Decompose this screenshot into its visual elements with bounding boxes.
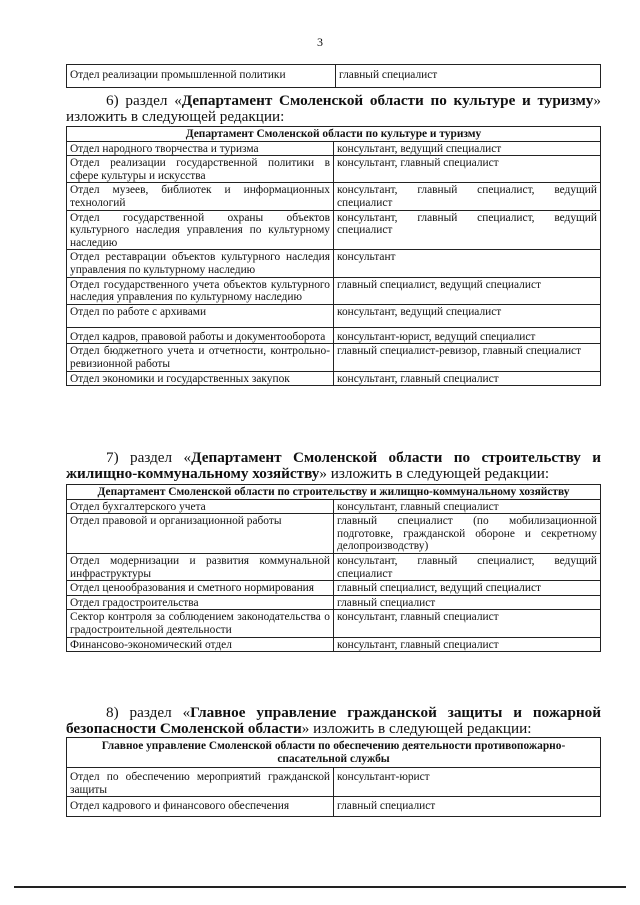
department-cell: Отдел государственного учета объектов культурного наследия управления по культурному наследию — [67, 277, 334, 304]
department-cell: Отдел музеев, библиотек и информационных технологий — [67, 183, 334, 210]
section-7-number: 7) раздел « — [106, 449, 192, 466]
department-cell: Отдел реализации промышленной политики — [67, 65, 336, 88]
department-cell: Финансово-экономический отдел — [67, 637, 334, 652]
table-row — [67, 553, 601, 580]
positions-cell: главный специалист — [334, 797, 601, 817]
civil-protection-table — [66, 737, 601, 817]
positions-cell: главный специалист, ведущий специалист — [334, 581, 601, 596]
section-7-title: Департамент Смоленской области по строительству и жилищно-коммунальному хозяйству — [66, 449, 601, 482]
section-7-instruction: » изложить в следующей редакции: — [319, 465, 550, 482]
section-7-paragraph — [66, 450, 601, 482]
table-row — [67, 371, 601, 386]
positions-cell: консультант, главный специалист, ведущий специалист — [334, 183, 601, 210]
table-row — [67, 250, 601, 277]
table-title: Департамент Смоленской области по культуре и туризму — [67, 127, 601, 142]
table-row — [67, 637, 601, 652]
table-row — [67, 610, 601, 637]
department-cell: Отдел экономики и государственных закупок — [67, 371, 334, 386]
positions-cell: консультант, главный специалист — [334, 610, 601, 637]
positions-cell: консультант — [334, 250, 601, 277]
department-cell: Отдел реставрации объектов культурного наследия управления по культурному наследию — [67, 250, 334, 277]
construction-housing-table — [66, 484, 601, 652]
page-bottom-rule — [14, 886, 626, 888]
positions-cell: консультант, главный специалист, ведущий специалист — [334, 210, 601, 250]
positions-cell: главный специалист (по мобилизационной подготовке, гражданской обороне и секретному делопроизводству) — [334, 514, 601, 554]
department-cell: Отдел правовой и организационной работы — [67, 514, 334, 554]
positions-cell: главный специалист — [334, 595, 601, 610]
table-row — [67, 768, 601, 797]
section-8-paragraph — [66, 705, 601, 737]
culture-tourism-table — [66, 126, 601, 386]
positions-cell: консультант, главный специалист — [334, 637, 601, 652]
table-header-row — [67, 738, 601, 768]
positions-cell: консультант, главный специалист — [334, 156, 601, 183]
department-cell: Отдел ценообразования и сметного нормирования — [67, 581, 334, 596]
table-row — [67, 514, 601, 554]
positions-cell: консультант, главный специалист, ведущий специалист — [334, 553, 601, 580]
table-header-row — [67, 485, 601, 500]
section-8-number: 8) раздел « — [106, 704, 191, 721]
department-cell: Отдел по обеспечению мероприятий гражданской защиты — [67, 768, 334, 797]
section-6-title: Департамент Смоленской области по культуре и туризму — [181, 92, 594, 109]
table-header-row — [67, 127, 601, 142]
table-row — [67, 344, 601, 371]
department-cell: Сектор контроля за соблюдением законодательства о градостроительной деятельности — [67, 610, 334, 637]
table-row — [67, 595, 601, 610]
table-title: Департамент Смоленской области по строительству и жилищно-коммунальному хозяйству — [67, 485, 601, 500]
department-cell: Отдел модернизации и развития коммунальной инфраструктуры — [67, 553, 334, 580]
positions-cell: консультант, главный специалист — [334, 371, 601, 386]
positions-cell: главный специалист, ведущий специалист — [334, 277, 601, 304]
table-row — [67, 327, 601, 344]
table-row — [67, 277, 601, 304]
table-row — [67, 156, 601, 183]
department-cell: Отдел кадров, правовой работы и документооборота — [67, 327, 334, 344]
table-row — [67, 797, 601, 817]
department-cell: Отдел бухгалтерского учета — [67, 499, 334, 514]
department-cell: Отдел градостроительства — [67, 595, 334, 610]
continuation-table — [66, 64, 601, 88]
table-row — [67, 183, 601, 210]
section-8-title: Главное управление гражданской защиты и пожарной безопасности Смоленской области — [66, 704, 601, 737]
department-cell: Отдел реализации государственной политики в сфере культуры и искусства — [67, 156, 334, 183]
table-row — [67, 581, 601, 596]
table-row — [67, 499, 601, 514]
section-6-instruction: » изложить в следующей редакции: — [66, 92, 601, 125]
positions-cell: главный специалист — [336, 65, 601, 88]
positions-cell: консультант-юрист — [334, 768, 601, 797]
page-number: 3 — [317, 35, 323, 49]
table-row — [67, 210, 601, 250]
table-title: Главное управление Смоленской области по обеспечению деятельности противопожарно-спасательной службы — [67, 738, 601, 768]
department-cell: Отдел бюджетного учета и отчетности, контрольно-ревизионной работы — [67, 344, 334, 371]
table-row — [67, 141, 601, 156]
positions-cell: консультант, ведущий специалист — [334, 304, 601, 327]
section-8-instruction: » изложить в следующей редакции: — [301, 720, 532, 737]
department-cell: Отдел народного творчества и туризма — [67, 141, 334, 156]
section-6-number: 6) раздел « — [106, 92, 182, 109]
table-row — [67, 65, 601, 88]
department-cell: Отдел кадрового и финансового обеспечения — [67, 797, 334, 817]
positions-cell: консультант-юрист, ведущий специалист — [334, 327, 601, 344]
section-6-paragraph — [66, 93, 601, 125]
positions-cell: консультант, ведущий специалист — [334, 141, 601, 156]
positions-cell: главный специалист-ревизор, главный специалист — [334, 344, 601, 371]
positions-cell: консультант, главный специалист — [334, 499, 601, 514]
table-row — [67, 304, 601, 327]
department-cell: Отдел государственной охраны объектов культурного наследия управления по культурному наследию — [67, 210, 334, 250]
department-cell: Отдел по работе с архивами — [67, 304, 334, 327]
